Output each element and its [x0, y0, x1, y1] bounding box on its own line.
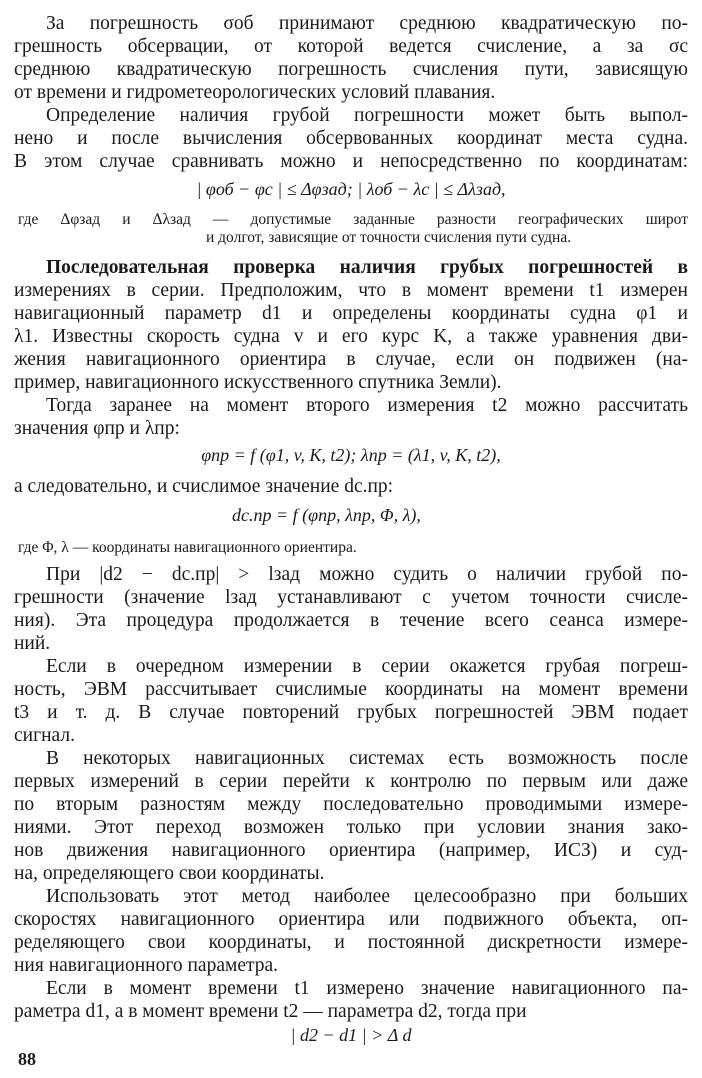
text-line-39: ределяющего свои координаты, и постоянной дискретности измере-	[14, 932, 688, 953]
page-number: 88	[18, 1049, 36, 1069]
text-line-7: В этом случае сравнивать можно и непосредственно по координатам:	[14, 151, 688, 172]
text-line-36: на, определяющего свои координаты.	[14, 863, 325, 884]
text-line-5: Определение наличия грубой погрешности может быть выпол-	[46, 105, 688, 126]
text-line-2: грешность обсервации, от которой ведется счисление, а за σс	[14, 36, 688, 57]
text-line-33: по вторым разностям между последовательно проводимыми измере-	[14, 794, 688, 815]
text-line-12: измерениях в серии. Предположим, что в момент времени t1 измерен	[14, 280, 688, 301]
text-line-3: среднюю квадратическую погрешность счисления пути, зависящую	[14, 59, 688, 80]
text-line-1: За погрешность σоб принимают среднюю квадратическую по-	[46, 13, 688, 34]
text-line-42: раметра d1, а в момент времени t2 — параметра d2, тогда при	[14, 1001, 527, 1022]
text-line-25: ния). Эта процедура продолжается в течение всего сеанса измере-	[14, 610, 688, 631]
text-line-35: нов движения навигационного ориентира (например, ИСЗ) и суд-	[14, 840, 688, 861]
text-line-37: Использовать этот метод наиболее целесообразно при больших	[46, 886, 688, 907]
text-line-24: грешности (значение lзад устанавливают с учетом точности счисле-	[14, 587, 688, 608]
text-line-23: При |d2 − dс.пр| > lзад можно судить о наличии грубой по-	[46, 564, 688, 585]
footnote-line-1: где Δφзад и Δλзад — допустимые заданные разности географических широт	[18, 211, 688, 228]
text-line-38: скоростях навигационного ориентира или подвижного объекта, оп-	[14, 909, 688, 930]
text-line-15: жения навигационного ориентира в случае, если он подвижен (на-	[14, 349, 688, 370]
text-line-4: от времени и гидрометеорологических условий плавания.	[14, 82, 496, 103]
text-line-31: В некоторых навигационных системах есть возможность после	[46, 748, 688, 769]
formula-coordinate-check: | φоб − φс | ≤ Δφзад; | λоб − λс | ≤ Δλзад,	[196, 179, 506, 199]
text-line-6: нено и после вычисления обсервованных координат места судна.	[14, 128, 688, 149]
text-line-26: ний.	[14, 633, 51, 654]
text-line-29: t3 и т. д. В случае повторений грубых погрешностей ЭВМ подает	[14, 702, 688, 723]
formula-predicted-parameter: dс.пр = f (φпр, λпр, Φ, λ),	[232, 505, 421, 525]
text-line-40: ния навигационного параметра.	[14, 955, 279, 976]
text-line-20: а следовательно, и счислимое значение dс.пр:	[14, 476, 394, 497]
formula-predicted-coordinates: φпр = f (φ1, v, K, t2); λпр = (λ1, v, K, t2),	[201, 445, 501, 465]
text-line-41: Если в момент времени t1 измерено значение навигационного па-	[46, 978, 688, 999]
text-line-27: Если в очередном измерении в серии окажется грубая погреш-	[46, 656, 688, 677]
formula-difference-check: | d2 − d1 | > Δ d	[290, 1025, 412, 1045]
text-line-17: Тогда заранее на момент второго измерения t2 можно рассчитать	[46, 395, 688, 416]
text-line-30: сигнал.	[14, 725, 75, 746]
footnote-line-3: где Φ, λ — координаты навигационного ориентира.	[18, 539, 357, 556]
text-line-34: ниями. Этот переход возможен только при условии знания зако-	[14, 817, 688, 838]
text-line-28: ность, ЭВМ рассчитывает счислимые координаты на момент времени	[14, 679, 688, 700]
text-line-14: λ1. Известны скорость судна v и его курс K, а также уравнения дви-	[14, 326, 688, 347]
text-line-13: навигационный параметр d1 и определены координаты судна φ1 и	[14, 303, 688, 324]
footnote-line-2: и долгот, зависящие от точности счисления пути судна.	[206, 229, 572, 246]
section-heading: Последовательная проверка наличия грубых погрешностей в	[46, 257, 688, 278]
text-line-18: значения φпр и λпр:	[14, 418, 180, 439]
text-line-16: пример, навигационного искусственного спутника Земли).	[14, 372, 502, 393]
text-line-32: первых измерений в серии перейти к контролю по первым или даже	[14, 771, 688, 792]
